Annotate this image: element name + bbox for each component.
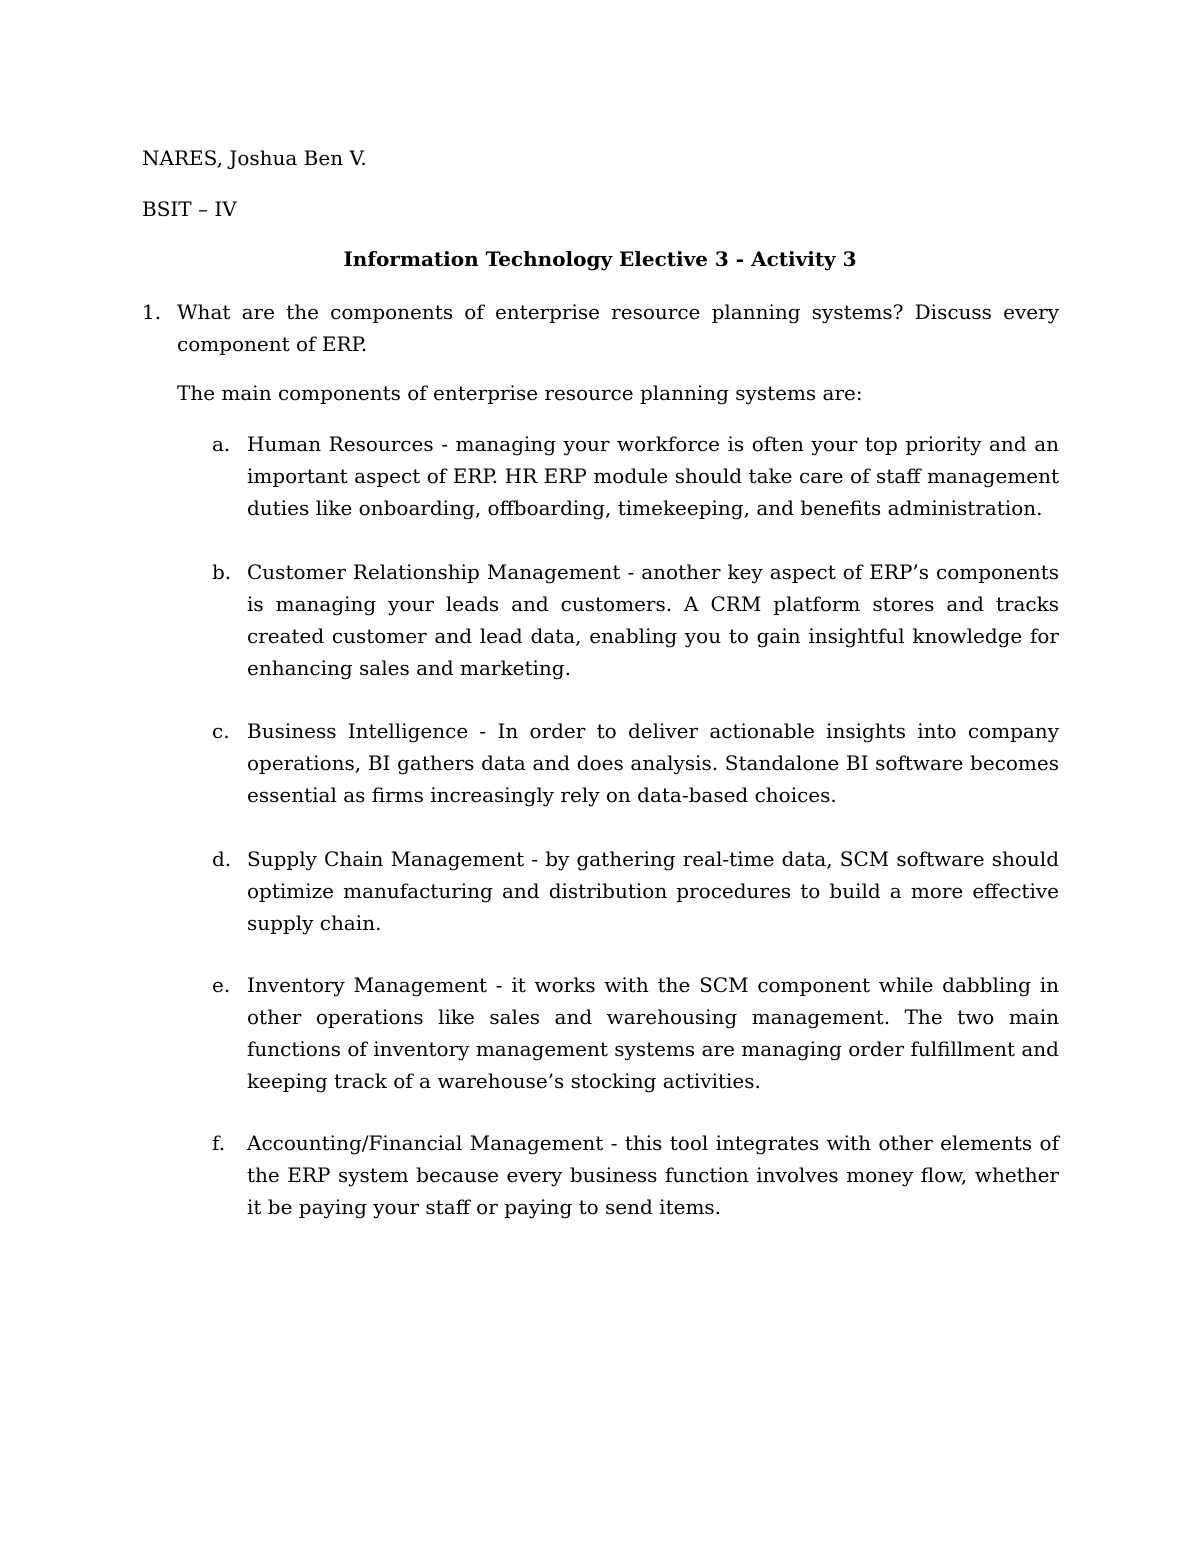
list-item-text: Customer Relationship Management - another key aspect of ERP’s components is managing your leads and customers. A CRM platform stores and tracks created customer and lead data, enabling you to gain insightful knowledge for enhancing sales and marketing. [247, 560, 1059, 680]
list-item-text: Accounting/Financial Management - this tool integrates with other elements of the ERP system because every business function involves money flow, whether it be paying your staff or paying to send items. [247, 1131, 1059, 1219]
list-item-text: Human Resources - managing your workforce is often your top priority and an important aspect of ERP. HR ERP module should take care of staff management duties like onboarding, offboarding, timekeeping, and benefits administration. [247, 432, 1059, 520]
answer-intro: The main components of enterprise resource planning systems are: [177, 381, 863, 405]
list-item-text: Inventory Management - it works with the SCM component while dabbling in other operations like sales and warehousing management. The two main functions of inventory management systems are managing order fulfillment and keeping track of a warehouse’s stocking activities. [247, 973, 1059, 1093]
list-item-letter: b. [212, 560, 232, 584]
list-item-letter: f. [212, 1131, 226, 1155]
document-title: Information Technology Elective 3 - Activity 3 [343, 247, 857, 271]
list-item-text: Business Intelligence - In order to deliver actionable insights into company operations, BI gathers data and does analysis. Standalone BI software becomes essential as firms increasingly rely on data-based choices. [247, 719, 1059, 807]
list-item-letter: e. [212, 973, 231, 997]
student-name: NARES, Joshua Ben V. [142, 146, 367, 170]
question-number: 1. [142, 300, 162, 324]
list-item-letter: d. [212, 847, 232, 871]
question-text: What are the components of enterprise resource planning systems? Discuss every component of ERP. [177, 300, 1059, 356]
list-item-letter: c. [212, 719, 230, 743]
list-item-text: Supply Chain Management - by gathering real-time data, SCM software should optimize manufacturing and distribution procedures to build a more effective supply chain. [247, 847, 1059, 935]
list-item-letter: a. [212, 432, 231, 456]
student-course: BSIT – IV [142, 197, 237, 221]
